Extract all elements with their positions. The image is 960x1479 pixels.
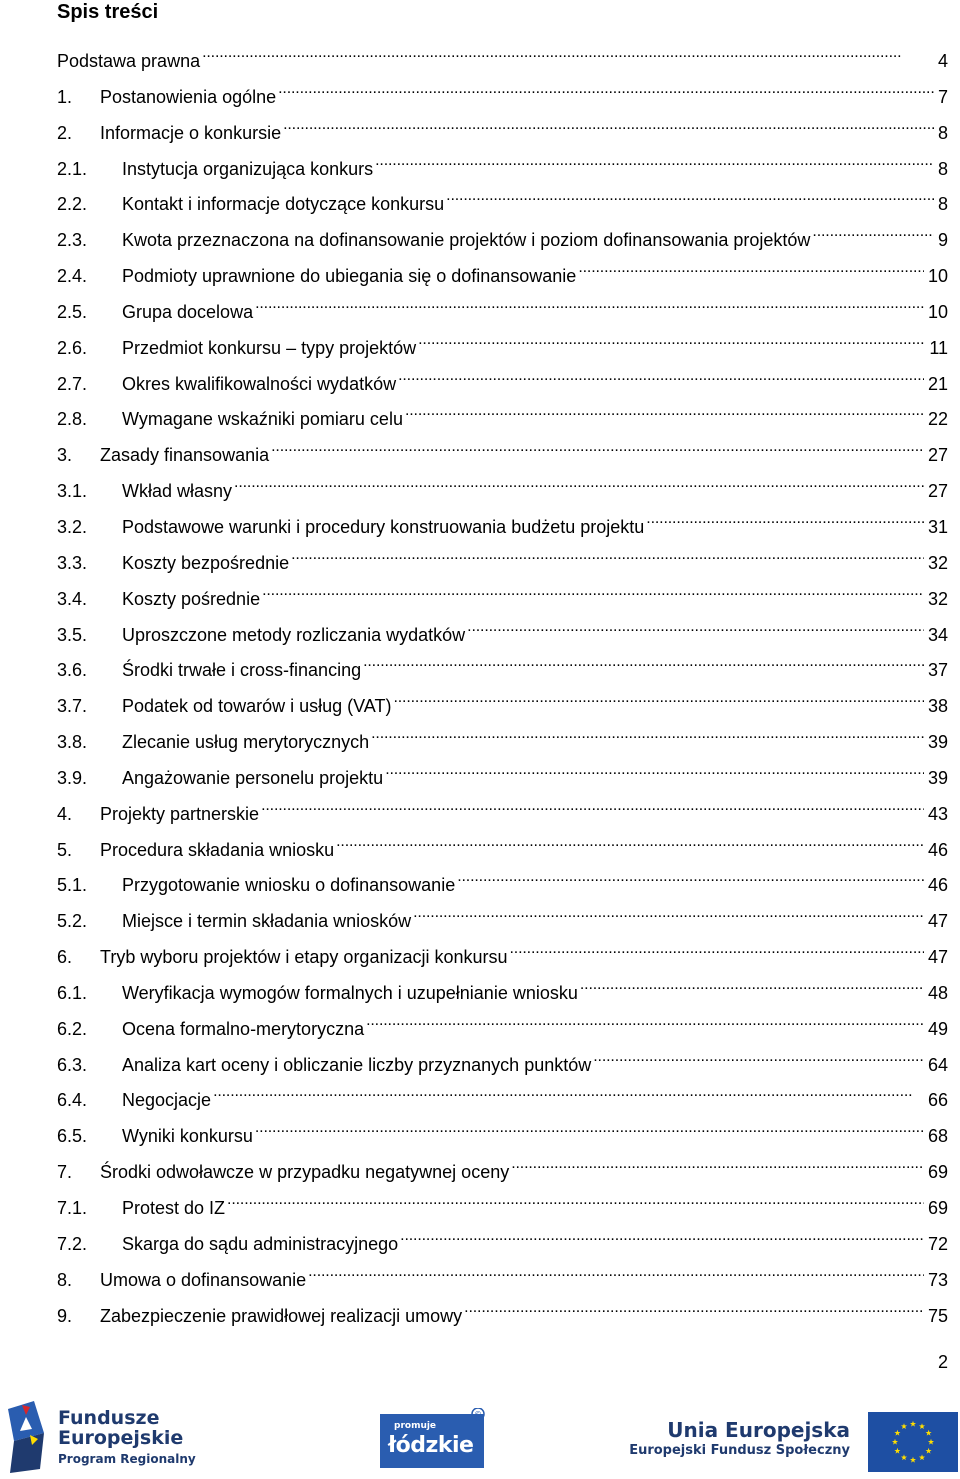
toc-entry-page: 4 [937, 51, 948, 71]
toc-dot-leader [578, 264, 924, 282]
toc-entry-label: Analiza kart oceny i obliczanie liczby przyznanych punktów [122, 1054, 592, 1075]
toc-entry-label: Protest do IZ [122, 1198, 226, 1218]
toc-entry-number: 3.5. [57, 624, 88, 645]
toc-entry-label: Kwota przeznaczona na dofinansowanie projektów i poziom dofinansowania projektów [122, 230, 811, 251]
toc-entry-page: 72 [927, 1233, 948, 1254]
fe-logo-line1: Fundusze [58, 1407, 160, 1429]
toc-dot-leader [371, 730, 924, 748]
toc-entry[interactable] [57, 44, 948, 80]
toc-entry[interactable] [57, 797, 948, 833]
toc-dot-leader [413, 909, 924, 927]
toc-entry[interactable] [57, 618, 948, 654]
toc-entry-label: Wymagane wskaźniki pomiaru celu [122, 409, 403, 430]
toc-entry-label: Uproszczone metody rozliczania wydatków [122, 624, 466, 645]
toc-entry[interactable] [57, 1083, 948, 1119]
toc-entry-page: 10 [927, 301, 948, 322]
toc-entry-label: Zlecanie usług merytorycznych [122, 732, 370, 753]
toc-entry-number: 5. [57, 839, 73, 860]
toc-entry-number: 2.4. [57, 266, 88, 287]
toc-entry-page: 32 [927, 588, 948, 609]
toc-entry-number: 2.3. [57, 230, 88, 251]
toc-entry-number: 6.2. [57, 1018, 88, 1039]
toc-entry-page: 47 [927, 947, 948, 968]
toc-entry-label: Koszty pośrednie [122, 588, 261, 609]
toc-dot-leader [418, 336, 925, 354]
toc-entry[interactable] [57, 1012, 948, 1048]
toc-dot-leader [446, 192, 934, 210]
toc-entry-number: 2.5. [57, 301, 88, 322]
toc-entry[interactable] [57, 331, 948, 367]
toc-dot-leader [227, 1196, 924, 1214]
toc-entry-label: Podstawa prawna [57, 51, 201, 71]
toc-entry-label: Weryfikacja wymogów formalnych i uzupełnianie wniosku [122, 982, 578, 1003]
toc-entry-number: 3. [57, 445, 73, 466]
fe-logo-subtitle: Program Regionalny [58, 1452, 196, 1466]
toc-entry-number: 3.4. [57, 588, 88, 609]
toc-entry[interactable] [57, 868, 948, 904]
toc-entry-label: Zabezpieczenie prawidłowej realizacji umowy [100, 1305, 463, 1326]
toc-entry-page: 46 [927, 875, 948, 896]
toc-entry-number: 2.1. [57, 158, 88, 179]
toc-dot-leader [400, 1232, 924, 1250]
toc-entry-page: 8 [937, 122, 948, 143]
toc-dot-leader [385, 766, 924, 784]
toc-dot-leader [457, 873, 924, 891]
toc-entry-page: 11 [929, 337, 948, 358]
toc-entry[interactable] [57, 940, 948, 976]
toc-entry[interactable] [57, 833, 948, 869]
toc-entry-number: 8. [57, 1269, 73, 1290]
toc-entry-page: 7 [937, 86, 948, 107]
toc-entry-number: 3.1. [57, 481, 88, 502]
toc-dot-leader [262, 587, 924, 605]
toc-dot-leader [278, 85, 934, 103]
fe-logo-text [58, 1408, 183, 1448]
toc-entry-page: 39 [927, 767, 948, 788]
toc-entry[interactable] [57, 1048, 948, 1084]
toc-entry[interactable] [57, 1263, 948, 1299]
toc-entry[interactable] [57, 80, 948, 116]
toc-entry-page: 9 [937, 230, 948, 251]
toc-dot-leader [202, 49, 934, 67]
toc-entry-label: Wyniki konkursu [122, 1126, 253, 1147]
toc-entry-label: Postanowienia ogólne [100, 86, 277, 107]
toc-entry-page: 27 [927, 445, 948, 466]
toc-entry-page: 21 [927, 373, 948, 394]
toc-entry-number: 3.8. [57, 732, 88, 753]
toc-entry-label: Kontakt i informacje dotyczące konkursu [122, 194, 445, 215]
toc-entry-number: 7.1. [57, 1198, 88, 1218]
toc-entry-page: 37 [927, 660, 948, 681]
toc-entry-page: 31 [927, 516, 948, 537]
toc-entry[interactable] [57, 474, 948, 510]
toc-entry-page: 73 [927, 1269, 948, 1290]
toc-entry-label: Przedmiot konkursu – typy projektów [122, 337, 417, 358]
toc-dot-leader [398, 372, 924, 390]
toc-entry[interactable] [57, 223, 948, 259]
toc-entry-label: Negocjacje [122, 1090, 212, 1111]
toc-entry-label: Informacje o konkursie [100, 122, 282, 143]
toc-entry-page: 32 [927, 552, 948, 573]
toc-entry-page: 69 [927, 1162, 948, 1183]
toc-dot-leader [363, 658, 924, 676]
toc-entry-page: 46 [927, 839, 948, 860]
toc-entry-page: 64 [927, 1054, 948, 1075]
toc-entry-label: Podmioty uprawnione do ubiegania się o dofinansowanie [122, 266, 577, 287]
toc-entry-page: 47 [927, 911, 948, 932]
toc-entry[interactable] [57, 725, 948, 761]
toc-entry[interactable] [57, 1119, 948, 1155]
toc-entry-page: 43 [927, 803, 948, 824]
toc-entry-number: 4. [57, 803, 73, 824]
toc-entry[interactable] [57, 904, 948, 940]
toc-entry[interactable] [57, 1191, 948, 1227]
toc-entry[interactable] [57, 689, 948, 725]
toc-entry-label: Umowa o dofinansowanie [100, 1269, 307, 1290]
toc-entry-label: Angażowanie personelu projektu [122, 767, 384, 788]
toc-entry-number: 2.7. [57, 373, 88, 394]
toc-entry-label: Przygotowanie wniosku o dofinansowanie [122, 875, 456, 896]
toc-entry-number: 7.2. [57, 1233, 88, 1254]
svg-text:©: © [474, 1410, 482, 1419]
toc-dot-leader [646, 515, 924, 533]
toc-entry-number: 5.2. [57, 911, 88, 932]
toc-dot-leader [213, 1088, 924, 1106]
toc-entry-page: 8 [937, 194, 948, 215]
toc-entry[interactable] [57, 761, 948, 797]
toc-entry-number: 3.9. [57, 767, 88, 788]
eu-flag-icon [868, 1412, 958, 1472]
toc-entry[interactable] [57, 259, 948, 295]
toc-entry-page: 66 [927, 1090, 948, 1111]
toc-entry-number: 3.3. [57, 552, 88, 573]
toc-entry[interactable] [57, 402, 948, 438]
toc-dot-leader [812, 228, 934, 246]
toc-entry-label: Wkład własny [122, 481, 233, 502]
toc-entry[interactable] [57, 367, 948, 403]
lodz-logo-line1: promuje [394, 1421, 437, 1431]
toc-entry[interactable] [57, 1299, 948, 1335]
toc-entry-number: 6.4. [57, 1090, 88, 1111]
toc-entry-label: Instytucja organizująca konkurs [122, 158, 374, 179]
toc-entry-number: 2.6. [57, 337, 88, 358]
toc-entry-page: 10 [927, 266, 948, 287]
toc-entry-label: Podstawowe warunki i procedury konstruowania budżetu projektu [122, 516, 645, 537]
toc-dot-leader [366, 1017, 924, 1035]
toc-title: Spis treści [57, 1, 159, 23]
toc-entry-page: 69 [927, 1198, 948, 1218]
toc-entry[interactable] [57, 187, 948, 223]
toc-entry-number: 5.1. [57, 875, 88, 896]
toc-entry[interactable] [57, 510, 948, 546]
toc-dot-leader [234, 479, 924, 497]
table-of-contents [57, 44, 948, 1334]
toc-entry-number: 9. [57, 1305, 73, 1326]
toc-entry-label: Ocena formalno-merytoryczna [122, 1018, 365, 1039]
toc-entry[interactable] [57, 1227, 948, 1263]
toc-entry-number: 1. [57, 86, 73, 107]
toc-entry[interactable] [57, 976, 948, 1012]
toc-entry-label: Tryb wyboru projektów i etapy organizacji konkursu [100, 947, 508, 968]
toc-entry-page: 68 [927, 1126, 948, 1147]
toc-entry-number: 7. [57, 1162, 73, 1183]
toc-dot-leader [464, 1304, 924, 1322]
toc-dot-leader [511, 1160, 924, 1178]
toc-entry-label: Okres kwalifikowalności wydatków [122, 373, 397, 394]
ue-logo-text [629, 1418, 850, 1460]
toc-entry-number: 6.1. [57, 982, 88, 1003]
toc-entry-label: Środki trwałe i cross-financing [122, 660, 362, 681]
toc-dot-leader [375, 157, 934, 175]
toc-entry-number: 2.2. [57, 194, 88, 215]
toc-entry-label: Podatek od towarów i usług (VAT) [122, 696, 392, 717]
toc-dot-leader [291, 551, 924, 569]
toc-entry-number: 3.7. [57, 696, 88, 717]
toc-dot-leader [308, 1268, 924, 1286]
toc-entry-label: Zasady finansowania [100, 445, 270, 466]
toc-entry-label: Skarga do sądu administracyjnego [122, 1233, 399, 1254]
toc-entry-number: 2. [57, 122, 73, 143]
toc-entry-page: 34 [927, 624, 948, 645]
toc-entry[interactable] [57, 653, 948, 689]
ue-logo-subtitle: Europejski Fundusz Społeczny [629, 1443, 850, 1458]
toc-entry-number: 6. [57, 947, 73, 968]
toc-entry[interactable] [57, 295, 948, 331]
toc-entry-label: Koszty bezpośrednie [122, 552, 290, 573]
toc-entry[interactable] [57, 152, 948, 188]
toc-dot-leader [405, 407, 924, 425]
page-number: 2 [937, 1352, 948, 1372]
toc-dot-leader [336, 838, 924, 856]
toc-entry-page: 22 [927, 409, 948, 430]
toc-dot-leader [393, 694, 924, 712]
toc-entry-page: 27 [927, 481, 948, 502]
toc-dot-leader [580, 981, 924, 999]
toc-entry-number: 2.8. [57, 409, 88, 430]
toc-entry-label: Środki odwoławcze w przypadku negatywnej oceny [100, 1162, 510, 1183]
toc-entry-page: 48 [927, 982, 948, 1003]
toc-entry-page: 49 [927, 1018, 948, 1039]
fe-logo-line2: Europejskie [58, 1427, 184, 1449]
toc-entry-number: 6.5. [57, 1126, 88, 1147]
toc-entry[interactable] [57, 438, 948, 474]
toc-dot-leader [283, 121, 934, 139]
toc-entry-page: 8 [937, 158, 948, 179]
toc-entry[interactable] [57, 546, 948, 582]
toc-entry-number: 3.6. [57, 660, 88, 681]
toc-entry-number: 6.3. [57, 1054, 88, 1075]
toc-entry-label: Miejsce i termin składania wniosków [122, 911, 412, 932]
toc-dot-leader [467, 623, 924, 641]
toc-dot-leader [255, 1124, 924, 1142]
ue-logo-title: Unia Europejska [667, 1418, 850, 1442]
toc-entry-page: 39 [927, 732, 948, 753]
toc-entry[interactable] [57, 582, 948, 618]
toc-dot-leader [510, 945, 924, 963]
toc-entry-page: 75 [927, 1305, 948, 1326]
toc-dot-leader [593, 1053, 924, 1071]
toc-entry[interactable] [57, 1155, 948, 1191]
lodz-logo-line2: łódzkie [388, 1433, 474, 1458]
toc-entry-page: 38 [927, 696, 948, 717]
toc-entry-label: Procedura składania wniosku [100, 839, 335, 860]
toc-entry-number: 3.2. [57, 516, 88, 537]
toc-dot-leader [261, 802, 924, 820]
toc-entry[interactable] [57, 116, 948, 152]
toc-dot-leader [255, 300, 924, 318]
toc-entry-label: Grupa docelowa [122, 301, 254, 322]
toc-entry-label: Projekty partnerskie [100, 803, 260, 824]
toc-dot-leader [271, 443, 924, 461]
